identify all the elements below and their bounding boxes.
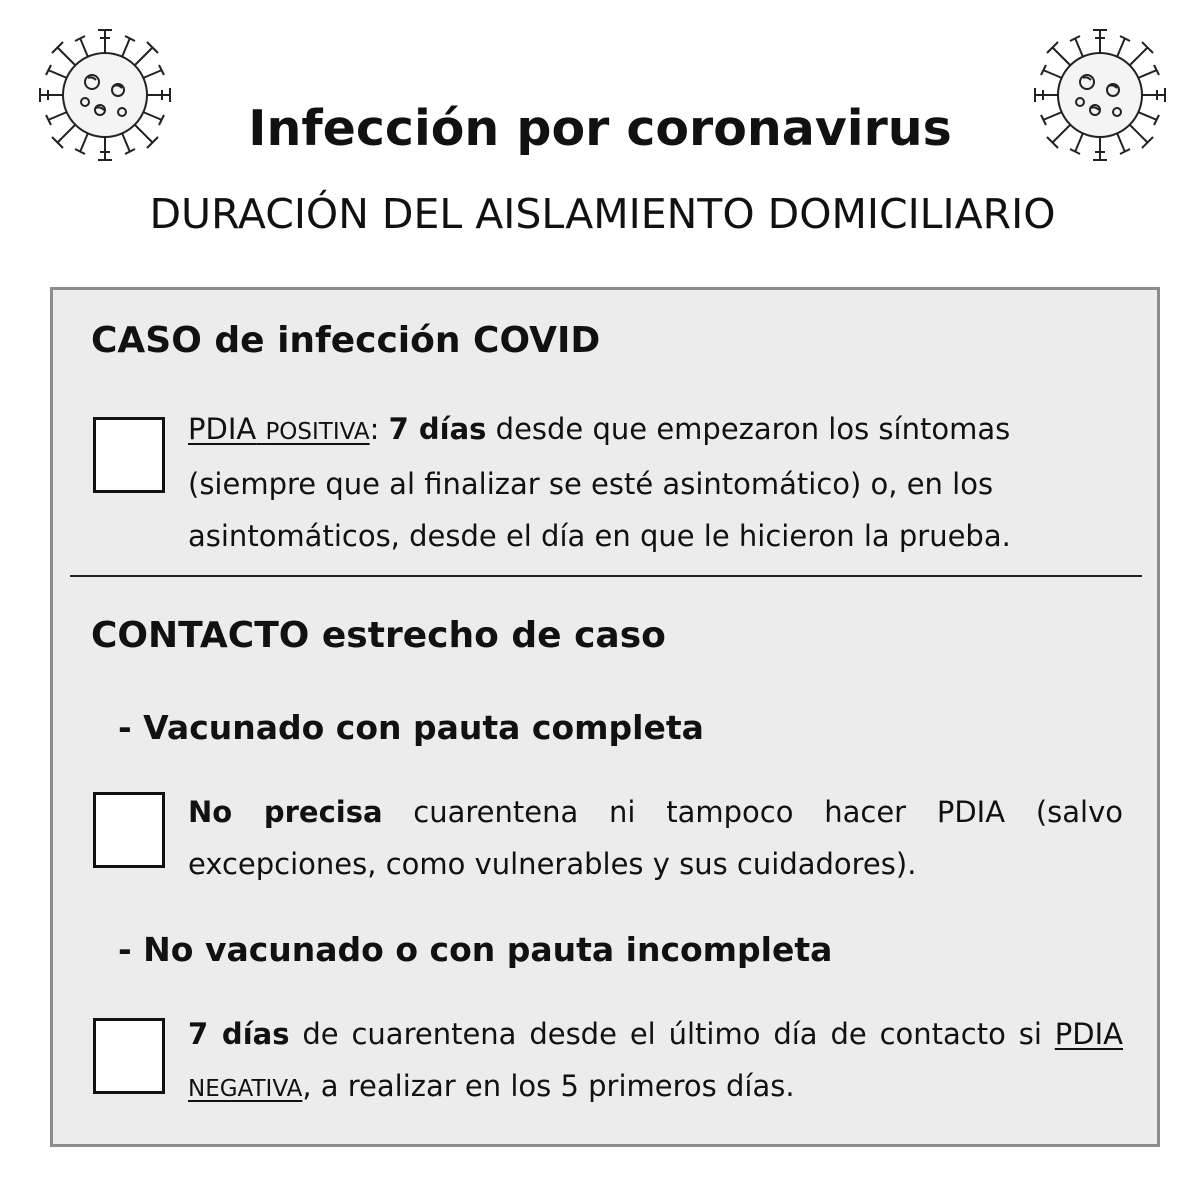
caso-checkbox[interactable] xyxy=(93,417,165,493)
section-divider xyxy=(70,575,1142,577)
no-vacunado-heading: - No vacunado o con pauta incompleta xyxy=(118,930,833,969)
info-panel xyxy=(50,287,1160,1147)
vacunado-heading: - Vacunado con pauta completa xyxy=(118,708,704,747)
no-vacunado-item-text: 7 días de cuarentena desde el último día de contacto si PDIA NEGATIVA, a realizar en los 5 primeros días. xyxy=(188,1017,1123,1103)
page-subtitle: DURACIÓN DEL AISLAMIENTO DOMICILIARIO xyxy=(149,190,1056,238)
caso-pdia-label: PDIA POSITIVA xyxy=(188,412,370,446)
contacto-heading: CONTACTO estrecho de caso xyxy=(91,615,666,656)
caso-item-text: PDIA POSITIVA: 7 días desde que empezaron los síntomas (siempre que al finalizar se esté asintomático) o, en los asintomáticos, desde el día en que le hicieron la prueba. xyxy=(188,412,1011,553)
caso-duration: 7 días xyxy=(388,412,487,446)
no-vacunado-duration: 7 días xyxy=(188,1017,290,1051)
page-title: Infección por coronavirus xyxy=(248,100,952,157)
no-vacunado-checkbox[interactable] xyxy=(93,1018,165,1094)
no-vacunado-pdia-label: PDIA NEGATIVA xyxy=(188,1017,1123,1102)
caso-heading: CASO de infección COVID xyxy=(91,320,601,361)
vacunado-item-text: No precisa cuarentena ni tampoco hacer PDIA (salvo excepciones, como vulnerables y sus cuidadores). xyxy=(188,795,1123,881)
vacunado-checkbox[interactable] xyxy=(93,792,165,868)
vacunado-emphasis: No precisa xyxy=(188,795,383,829)
